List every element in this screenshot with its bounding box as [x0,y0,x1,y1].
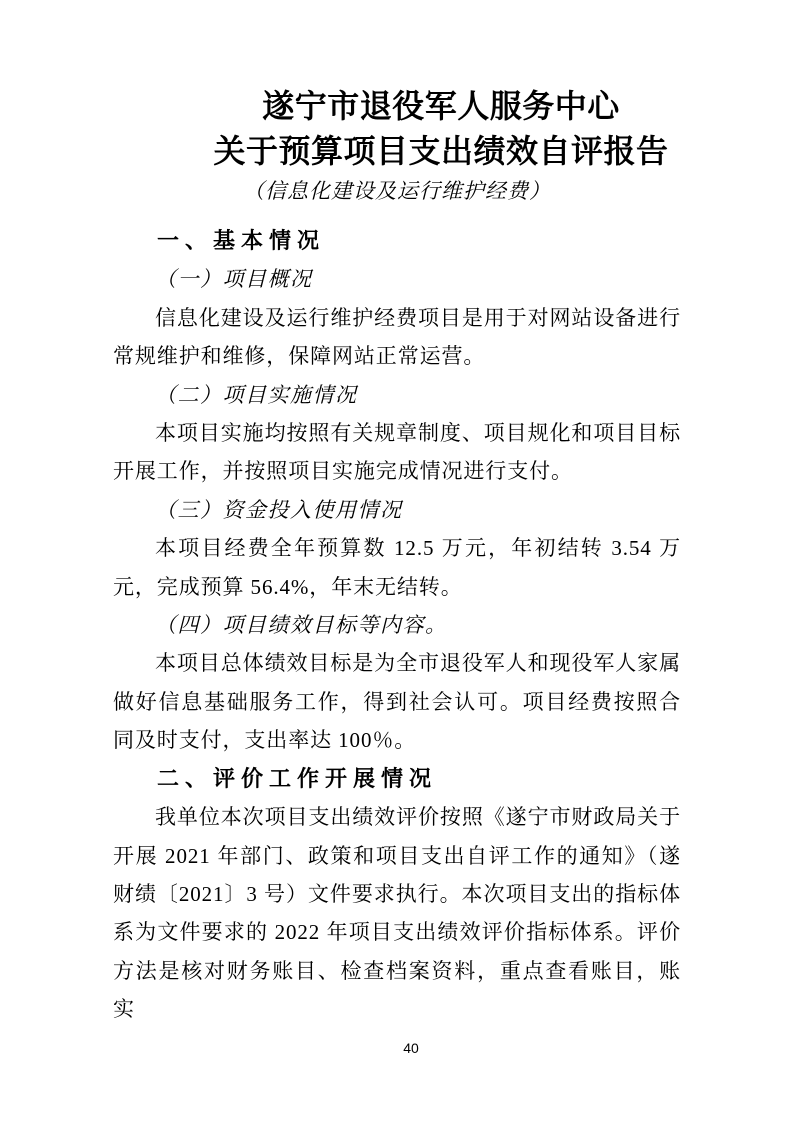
document-subtitle: （信息化建设及运行维护经费） [243,179,551,203]
body-paragraph: 本项目经费全年预算数 12.5 万元，年初结转 3.54 万元，完成预算 56.4%，年末无结转。 [113,536,681,599]
body-paragraph: 我单位本次项目支出绩效评价按照《遂宁市财政局关于开展 2021 年部门、政策和项目支出自评工作的通知》（遂财绩〔2021〕3 号）文件要求执行。本次项目支出的指标体系为文件要求的 2022 年项目支出绩效评价指标体系。评价方法是核对财务账目、检查档案资料，重点查看账目，账实 [113,805,681,1022]
section-heading: 一、基本情况 [157,228,326,253]
body-paragraph: 本项目实施均按照有关规章制度、项目规化和项目目标开展工作，并按照项目实施完成情况进行支付。 [113,421,681,484]
section-heading: 二、评价工作开展情况 [157,765,438,791]
sub-section-heading: （四）项目绩效目标等内容。 [155,613,448,638]
sub-section-heading: （一）项目概况 [155,267,313,292]
sub-section-heading: （二）项目实施情况 [155,382,358,407]
body-paragraph: 本项目总体绩效目标是为全市退役军人和现役军人家属做好信息基础服务工作，得到社会认可。项目经费按照合同及时支付，支出率达 100％。 [113,651,681,753]
sub-section-heading: （三）资金投入使用情况 [155,497,403,522]
title-line-1: 遂宁市退役军人服务中心 [262,88,620,124]
page-number: 40 [403,1040,419,1056]
document-content [113,84,681,1029]
body-paragraph: 信息化建设及运行维护经费项目是用于对网站设备进行常规维护和维修，保障网站正常运营。 [113,305,681,369]
document-title [113,84,681,174]
document-body [113,222,681,1029]
title-line-2: 关于预算项目支出绩效自评报告 [213,133,669,169]
